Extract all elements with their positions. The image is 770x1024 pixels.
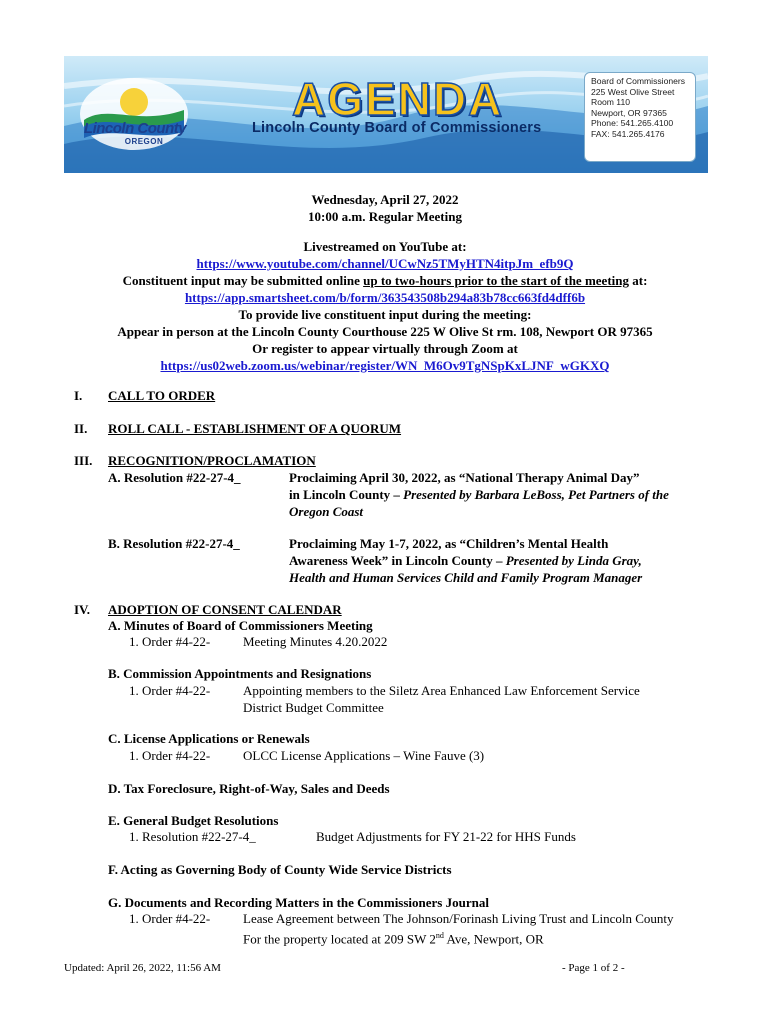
zoom-link[interactable]: https://us02web.zoom.us/webinar/register/WN_M6Ov9TgNSpKxLJNF_wGKXQ xyxy=(160,358,610,373)
agenda-banner xyxy=(64,56,708,173)
meeting-date: Wednesday, April 27, 2022 xyxy=(311,192,459,207)
resolution-b-line1: Proclaiming May 1-7, 2022, as “Children’s Mental Health xyxy=(289,536,609,551)
resolution-b-line2 xyxy=(289,552,642,569)
meeting-time: 10:00 a.m. Regular Meeting xyxy=(308,209,462,224)
resolution-b-presenter: Presented by Linda Gray, xyxy=(505,553,642,568)
consent-c1-label: 1. Order #4-22- xyxy=(129,748,211,763)
consent-g1-text2-post: Ave, Newport, OR xyxy=(443,931,544,947)
smartsheet-link-line xyxy=(0,289,770,306)
constituent-suffix: at: xyxy=(629,273,648,288)
consent-c-title: C. License Applications or Renewals xyxy=(108,731,310,746)
consent-e1-text: Budget Adjustments for FY 21-22 for HHS Funds xyxy=(316,829,576,844)
consent-g-title: G. Documents and Recording Matters in the Commissioners Journal xyxy=(108,895,489,910)
constituent-deadline: up to two-hours prior to the start of the meeting xyxy=(363,273,629,288)
contact-box xyxy=(584,72,696,162)
section-title-recognition: RECOGNITION/PROCLAMATION xyxy=(108,453,316,468)
logo-county-name: Lincoln County xyxy=(83,120,187,137)
livestream-label: Livestreamed on YouTube at: xyxy=(303,239,467,254)
consent-a1-label: 1. Order #4-22- xyxy=(129,634,211,649)
live-input-label: To provide live constituent input during the meeting: xyxy=(238,307,532,322)
consent-g1-text1: Lease Agreement between The Johnson/Forinash Living Trust and Lincoln County xyxy=(243,911,674,926)
smartsheet-link[interactable]: https://app.smartsheet.com/b/form/363543508b294a83b78cc663fd4dff6b xyxy=(184,290,586,305)
section-title-roll-call: ROLL CALL - ESTABLISHMENT OF A QUORUM xyxy=(108,421,402,436)
consent-g1-text2-pre: For the property located at 209 SW 2 xyxy=(243,931,436,947)
consent-d-title: D. Tax Foreclosure, Right-of-Way, Sales and Deeds xyxy=(108,781,390,796)
consent-e-title: E. General Budget Resolutions xyxy=(108,813,279,828)
contact-line: Room 110 xyxy=(591,97,631,107)
resolution-b-line3: Health and Human Services Child and Family Program Manager xyxy=(289,570,643,585)
contact-line: 225 West Olive Street xyxy=(591,86,675,97)
consent-e1-label: 1. Resolution #22-27-4_ xyxy=(129,829,256,844)
youtube-link[interactable]: https://www.youtube.com/channel/UCwNz5TMyHTN4itpJm_efb9Q xyxy=(196,256,574,271)
contact-line: Phone: 541.265.4100 xyxy=(591,118,674,128)
consent-g1-text2-sup: nd xyxy=(435,931,444,940)
resolution-a-line2-plain: in Lincoln County – xyxy=(289,487,404,502)
section-title-consent-calendar: ADOPTION OF CONSENT CALENDAR xyxy=(108,602,342,617)
constituent-input-line xyxy=(0,272,770,289)
consent-b-title: B. Commission Appointments and Resignations xyxy=(108,666,372,681)
section-title-call-to-order: CALL TO ORDER xyxy=(108,388,216,403)
footer-page-number: - Page 1 of 2 - xyxy=(562,962,625,974)
consent-a1-text: Meeting Minutes 4.20.2022 xyxy=(243,634,388,649)
consent-g1-label: 1. Order #4-22- xyxy=(129,911,211,926)
zoom-link-line xyxy=(0,357,770,374)
board-name: Lincoln County Board of Commissioners xyxy=(252,120,542,136)
agenda-title: AGENDA xyxy=(292,73,504,125)
resolution-a-label: A. Resolution #22-27-4_ xyxy=(108,470,241,485)
in-person-info: Appear in person at the Lincoln County Courthouse 225 W Olive St rm. 108, Newport OR 97365 xyxy=(117,324,653,339)
register-info: Or register to appear virtually through Zoom at xyxy=(252,341,518,356)
footer-updated: Updated: April 26, 2022, 11:56 AM xyxy=(64,962,221,974)
section-numeral: II. xyxy=(74,421,88,436)
consent-g1-text2 xyxy=(243,927,544,947)
consent-b1-text1: Appointing members to the Siletz Area Enhanced Law Enforcement Service xyxy=(243,683,640,698)
contact-line: Newport, OR 97365 xyxy=(591,107,667,118)
consent-b1-text2: District Budget Committee xyxy=(243,700,384,715)
consent-b1-label: 1. Order #4-22- xyxy=(129,683,211,698)
youtube-link-line xyxy=(0,255,770,272)
consent-f-title: F. Acting as Governing Body of County Wide Service Districts xyxy=(108,862,452,877)
resolution-a-line3: Oregon Coast xyxy=(289,504,364,519)
resolution-a-line1: Proclaiming April 30, 2022, as “National Therapy Animal Day” xyxy=(289,470,640,485)
section-numeral: IV. xyxy=(74,602,91,617)
contact-line: Board of Commissioners xyxy=(591,76,686,86)
resolution-a-presenter: Presented by Barbara LeBoss, Pet Partners of the xyxy=(403,487,669,502)
logo-state-name: OREGON xyxy=(124,137,164,146)
resolution-b-line2-plain: Awareness Week” in Lincoln County – xyxy=(289,553,506,568)
constituent-prefix: Constituent input may be submitted online xyxy=(122,273,364,288)
section-numeral: I. xyxy=(74,388,83,403)
consent-a-title: A. Minutes of Board of Commissioners Meeting xyxy=(108,618,373,633)
contact-line: FAX: 541.265.4176 xyxy=(591,128,665,139)
section-numeral: III. xyxy=(74,453,93,468)
lincoln-county-logo xyxy=(78,74,190,162)
resolution-a-line2 xyxy=(289,486,669,503)
resolution-b-label: B. Resolution #22-27-4_ xyxy=(108,536,240,551)
consent-c1-text: OLCC License Applications – Wine Fauve (3) xyxy=(243,748,485,763)
